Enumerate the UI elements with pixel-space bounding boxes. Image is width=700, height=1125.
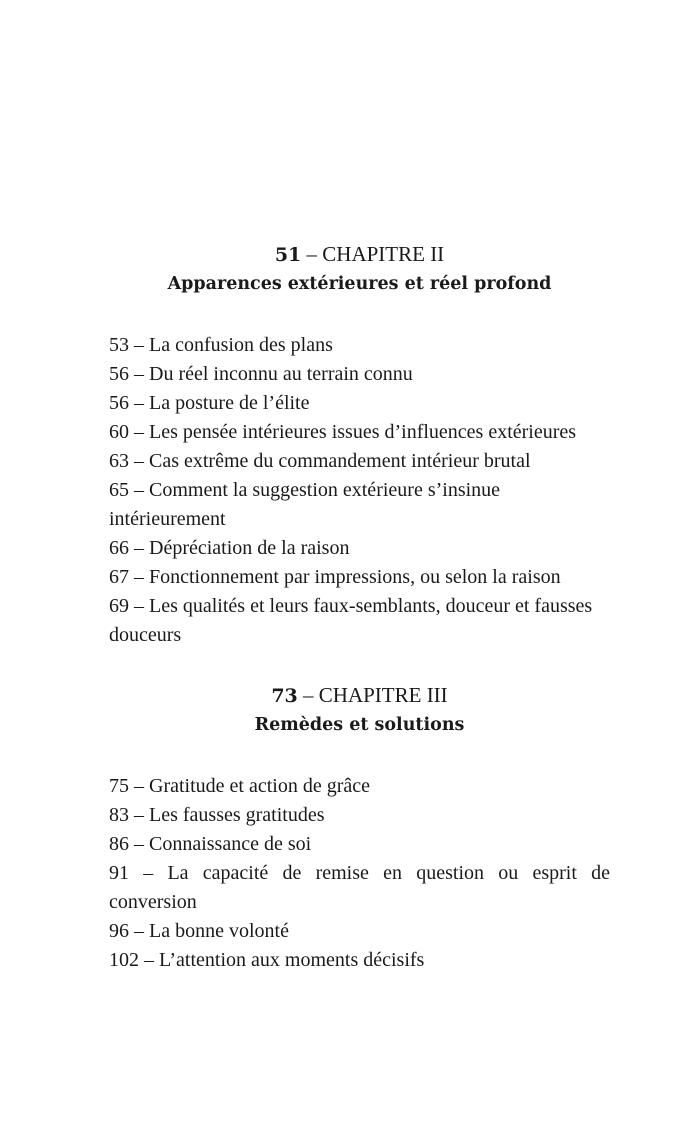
toc-list (109, 331, 610, 650)
chapter-2 (109, 240, 610, 650)
chapter-separator: – (301, 242, 323, 266)
toc-entry: 75 – Gratitude et action de grâce (109, 775, 370, 797)
toc-entry: 56 – La posture de l’élite (109, 392, 310, 414)
toc-entry: 91 – La capacité de remise en question ou esprit de conversion (109, 862, 610, 913)
chapter-subtitle: Remèdes et solutions (254, 715, 465, 735)
chapter-heading (109, 240, 610, 270)
chapter-title: CHAPITRE II (322, 242, 445, 266)
chapter-3 (109, 681, 610, 975)
chapter-page-number: 73 (271, 685, 298, 707)
table-of-contents (109, 240, 610, 975)
toc-entry: 60 – Les pensée intérieures issues d’influences extérieures (109, 421, 577, 443)
toc-entry: 67 – Fonctionnement par impressions, ou selon la raison (109, 566, 561, 588)
toc-entry: 86 – Connaissance de soi (109, 833, 312, 855)
toc-entry: 56 – Du réel inconnu au terrain connu (109, 363, 413, 385)
toc-entry: 63 – Cas extrême du commandement intérieur brutal (109, 450, 531, 472)
toc-entry: 69 – Les qualités et leurs faux-semblants, douceur et fausses douceurs (109, 595, 593, 646)
chapter-title: CHAPITRE III (318, 683, 448, 707)
toc-entry: 96 – La bonne volonté (109, 920, 289, 942)
chapter-page-number: 51 (274, 244, 302, 266)
toc-entry: 102 – L’attention aux moments décisifs (109, 949, 425, 971)
toc-list (109, 772, 610, 975)
chapter-heading (109, 681, 610, 711)
toc-entry: 83 – Les fausses gratitudes (109, 804, 325, 826)
chapter-separator: – (297, 683, 319, 707)
chapter-subtitle: Apparences extérieures et réel profond (167, 274, 552, 294)
toc-entry: 65 – Comment la suggestion extérieure s’insinue intérieurement (109, 479, 501, 530)
toc-entry: 53 – La confusion des plans (109, 334, 333, 356)
toc-entry: 66 – Dépréciation de la raison (109, 537, 350, 559)
